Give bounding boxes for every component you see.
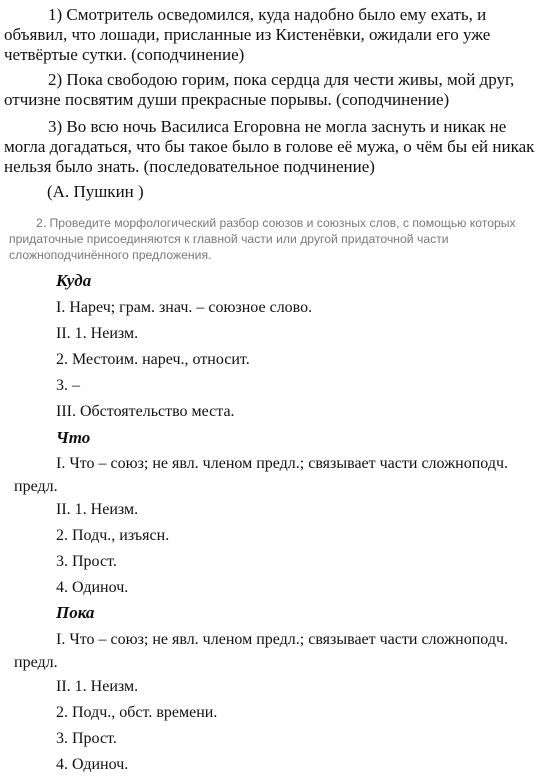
analysis-line: II. 1. Неизм. — [56, 678, 139, 695]
analysis-line: 2. Местоим. нареч., относит. — [56, 351, 250, 368]
analysis-line: 3. Прост. — [56, 553, 117, 570]
analysis-line: 2. Подч., изъясн. — [56, 527, 170, 544]
analysis-line: 3. Прост. — [56, 730, 117, 747]
analysis-line: I. Нареч; грам. знач. – союзное слово. — [56, 299, 313, 316]
analysis-line: 2. Подч., обст. времени. — [56, 704, 218, 721]
analysis-line: 3. – — [56, 377, 80, 394]
example-sentence-3: 3) Во всю ночь Василиса Егоровна не могла заснуть и никак не могла догадаться, что бы такое было в голове её мужа, о чём бы ей никак нельзя было знать. (последовательное подчинение) — [4, 117, 535, 176]
analysis-line: I. Что – союз; не явл. членом предл.; связывает части сложноподч. предл. — [14, 455, 509, 495]
analysis-word-poka: Пока — [56, 603, 95, 622]
analysis-line: II. 1. Неизм. — [56, 325, 139, 342]
analysis-line: III. Обстоятельство места. — [56, 403, 235, 420]
analysis-line: II. 1. Неизм. — [56, 501, 139, 518]
analysis-word-chto: Что — [56, 428, 91, 447]
source-attribution: (А. Пушкин ) — [47, 182, 144, 201]
task-instruction: 2. Проведите морфологический разбор союзов и союзных слов, с помощью которых придаточные присоединяются к главной части или другой придаточной части сложноподчинённого предложения. — [9, 216, 516, 262]
analysis-line: 4. Одиноч. — [56, 579, 129, 596]
analysis-line: 4. Одиноч. — [56, 756, 129, 773]
analysis-word-kuda: Куда — [56, 271, 92, 290]
analysis-line: I. Что – союз; не явл. членом предл.; связывает части сложноподч. предл. — [14, 631, 509, 671]
example-sentence-1: 1) Смотритель осведомился, куда надобно было ему ехать, и объявил, что лошади, присланные из Кистенёвки, ожидали его уже четвёртые сутки. (соподчинение) — [4, 5, 491, 64]
example-sentence-2: 2) Пока свободою горим, пока сердца для чести живы, мой друг, отчизне посвятим души прекрасные порывы. (соподчинение) — [4, 70, 515, 109]
